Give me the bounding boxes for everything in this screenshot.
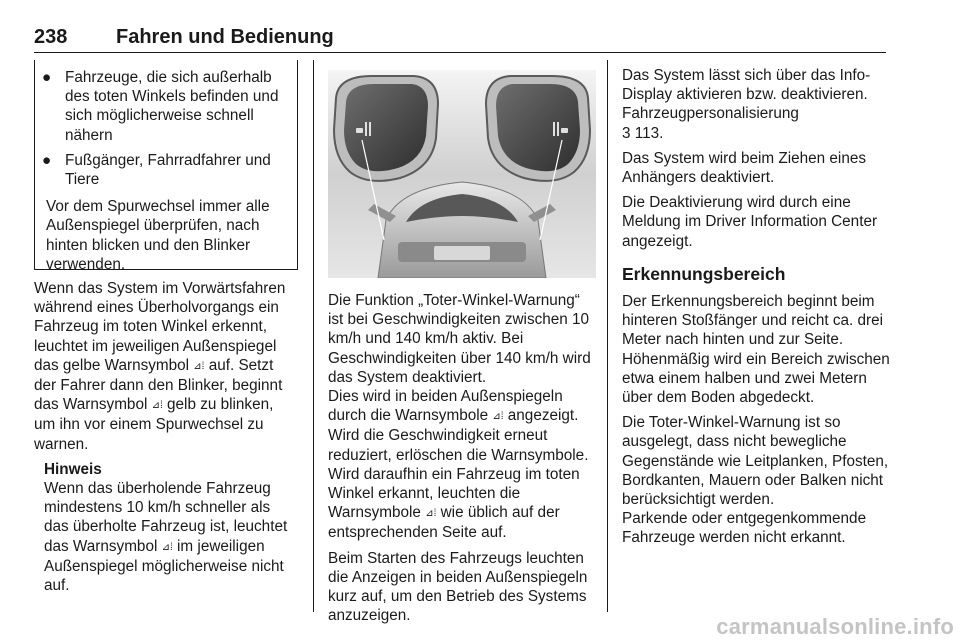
paragraph: Das System lässt sich über das Info-Display aktivieren bzw. deaktivieren. Fahrzeugpersonalisierung 3 113.	[622, 67, 871, 142]
paragraph: Der Erkennungsbereich beginnt beim hinteren Stoßfänger und reicht ca. drei Meter nach hinten und zur Seite. Höhenmäßig wird ein Bereich zwischen etwa einem halben und zwei Metern über dem Boden abgedeckt.	[622, 293, 890, 407]
hint-title: Hinweis	[44, 460, 102, 478]
paragraph: Wenn das System im Vorwärtsfahren während eines Überholvorgangs ein Fahrzeug im toten Winkel erkennt, leuchtet im jeweiligen Außenspiegel das gelbe Warnsymbol ⊿⁞ auf. Setzt der Fahrer dann den Blinker, beginnt das Warnsymbol ⊿⁞ gelb zu blinken, um ihn vor einem Spurwechsel zu warnen.	[34, 280, 286, 453]
bullet-list	[35, 68, 297, 189]
paragraph: Die Toter-Winkel-Warnung ist so ausgelegt, dass nicht bewegliche Gegenstände wie Leitplanken, Pfosten, Bordkanten, Mauern oder Balken nicht berücksichtigt werden.	[622, 414, 889, 509]
caution-box	[34, 60, 298, 273]
section-heading: Erkennungsbereich	[622, 263, 786, 284]
paragraph: Das System wird beim Ziehen eines Anhängers deaktiviert.	[622, 149, 866, 187]
right-column	[622, 66, 890, 554]
left-column	[34, 279, 298, 595]
column-divider-right	[607, 60, 608, 612]
paragraph: Parkende oder entgegenkommende Fahrzeuge werden nicht erkannt.	[622, 510, 867, 547]
hint-text: Wenn das überholende Fahrzeug mindestens 10 km/h schneller als das überholte Fahrzeug ist, leuchtet das Warnsymbol ⊿⁞ im jeweiligen Außenspiegel möglicherweise nicht auf.	[44, 480, 288, 595]
paragraph: Die Deaktivierung wird durch eine Meldung im Driver Information Center angezeigt.	[622, 194, 878, 250]
paragraph: Beim Starten des Fahrzeugs leuchten die Anzeigen in beiden Außenspiegeln kurz auf, um den Betrieb des Systems anzuzeigen.	[328, 549, 588, 625]
caution-note: Vor dem Spurwechsel immer alle Außenspiegel überprüfen, nach hinten blicken und den Blinker verwenden.	[46, 198, 270, 273]
blind-spot-warning-icon: ⊿⁞	[425, 508, 437, 520]
page-number: 238	[34, 26, 68, 48]
blind-spot-warning-icon: ⊿⁞	[193, 360, 205, 372]
blind-spot-warning-icon: ⊿⁞	[161, 541, 173, 553]
column-divider-left	[313, 60, 314, 612]
bullet-icon: ●	[42, 151, 52, 169]
hint-block	[44, 460, 298, 595]
list-item: ● Fußgänger, Fahrradfahrer und Tiere	[42, 151, 271, 189]
page-header	[34, 26, 886, 53]
paragraph: Die Funktion „Toter-Winkel-Warnung“ ist bei Geschwindigkeiten zwischen 10 km/h und 140 km/h aktiv. Bei Geschwindigkeiten über 140 km/h wird das System deaktiviert.	[328, 292, 591, 386]
paragraph: Dies wird in beiden Außenspiegeln durch die Warnsymbole ⊿⁞ angezeigt. Wird die Geschwindigkeit erneut reduziert, erlöschen die Warnsymbole. Wird daraufhin ein Fahrzeug im toten Winkel erkannt, leuchten die Warnsymbole ⊿⁞ wie üblich auf der entsprechenden Seite auf.	[328, 388, 589, 542]
blind-spot-warning-icon: ⊿⁞	[492, 411, 504, 423]
watermark[interactable]: carmanualsonline.info	[716, 614, 954, 639]
middle-column	[328, 291, 593, 631]
list-item: ● Fahrzeuge, die sich außerhalb des toten Winkels befinden und sich möglicherweise schnell nähern	[42, 69, 279, 144]
page-title: Fahren und Bedienung	[116, 26, 334, 48]
page-reference-icon[interactable]: 3 113.	[622, 124, 664, 142]
blind-spot-warning-icon: ⊿⁞	[151, 400, 163, 412]
bullet-icon: ●	[42, 69, 52, 86]
mirror-illustration	[328, 70, 596, 278]
